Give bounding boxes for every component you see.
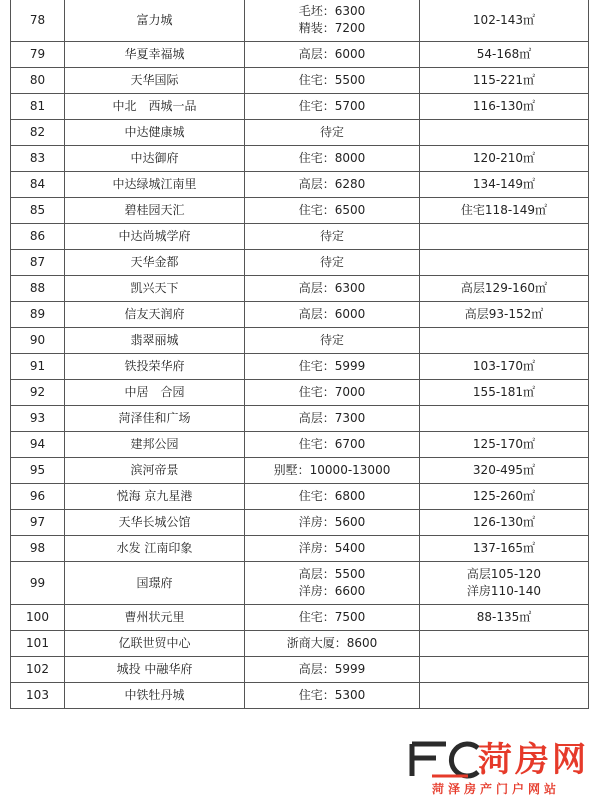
table-row bbox=[11, 328, 589, 354]
row-number: 94 bbox=[11, 432, 65, 458]
price-cell bbox=[245, 250, 420, 276]
area-line: 115-221㎡ bbox=[472, 73, 536, 87]
area-line: 102-143㎡ bbox=[472, 12, 536, 27]
price-cell bbox=[245, 354, 420, 380]
table-row bbox=[11, 302, 589, 328]
row-number: 95 bbox=[11, 458, 65, 484]
area-line: 88-135㎡ bbox=[476, 610, 532, 624]
table-row bbox=[11, 276, 589, 302]
table-row bbox=[11, 432, 589, 458]
row-number: 85 bbox=[11, 198, 65, 224]
price-cell bbox=[245, 302, 420, 328]
area-cell bbox=[420, 683, 589, 709]
price-line: 住宅：5999 bbox=[298, 359, 366, 373]
project-name: 铁投荣华府 bbox=[65, 354, 245, 380]
area-line: 54-168㎡ bbox=[476, 47, 532, 61]
property-listing-table bbox=[10, 0, 589, 709]
area-cell bbox=[420, 68, 589, 94]
project-name: 曹州状元里 bbox=[65, 605, 245, 631]
area-cell bbox=[420, 224, 589, 250]
price-cell bbox=[245, 42, 420, 68]
project-name: 凯兴天下 bbox=[65, 276, 245, 302]
table-row bbox=[11, 657, 589, 683]
area-line: 116-130㎡ bbox=[472, 99, 536, 113]
area-cell bbox=[420, 432, 589, 458]
table-row bbox=[11, 224, 589, 250]
price-cell bbox=[245, 224, 420, 250]
table-body bbox=[11, 0, 589, 709]
project-name: 天华长城公馆 bbox=[65, 510, 245, 536]
area-cell bbox=[420, 120, 589, 146]
project-name: 城投 中融华府 bbox=[65, 657, 245, 683]
table-row bbox=[11, 683, 589, 709]
price-cell bbox=[245, 562, 420, 605]
price-line: 待定 bbox=[319, 333, 344, 347]
row-number: 98 bbox=[11, 536, 65, 562]
project-name: 建邦公园 bbox=[65, 432, 245, 458]
project-name: 翡翠丽城 bbox=[65, 328, 245, 354]
table-row bbox=[11, 94, 589, 120]
project-name: 水发 江南印象 bbox=[65, 536, 245, 562]
project-name: 碧桂园天汇 bbox=[65, 198, 245, 224]
price-line: 高层：5500 bbox=[298, 567, 366, 581]
row-number: 78 bbox=[11, 0, 65, 42]
area-line: 高层93-152㎡ bbox=[464, 307, 544, 321]
table-row bbox=[11, 42, 589, 68]
price-line: 住宅：5500 bbox=[298, 73, 366, 87]
area-cell bbox=[420, 250, 589, 276]
area-line: 住宅118-149㎡ bbox=[460, 203, 548, 217]
area-cell bbox=[420, 276, 589, 302]
table-row bbox=[11, 198, 589, 224]
price-cell bbox=[245, 406, 420, 432]
price-cell bbox=[245, 536, 420, 562]
price-line: 高层：6300 bbox=[298, 281, 366, 295]
area-cell bbox=[420, 406, 589, 432]
area-line: 高层129-160㎡ bbox=[460, 281, 548, 295]
table-row bbox=[11, 120, 589, 146]
price-line: 精装：7200 bbox=[298, 21, 366, 35]
table-row bbox=[11, 631, 589, 657]
project-name: 信友天润府 bbox=[65, 302, 245, 328]
row-number: 90 bbox=[11, 328, 65, 354]
price-cell bbox=[245, 120, 420, 146]
price-line: 浙商大厦：8600 bbox=[286, 636, 378, 650]
price-cell bbox=[245, 328, 420, 354]
row-number: 96 bbox=[11, 484, 65, 510]
price-line: 洋房：5600 bbox=[298, 515, 366, 529]
price-cell bbox=[245, 458, 420, 484]
price-line: 别墅：10000-13000 bbox=[273, 463, 391, 477]
price-cell bbox=[245, 94, 420, 120]
row-number: 88 bbox=[11, 276, 65, 302]
area-cell bbox=[420, 94, 589, 120]
price-cell bbox=[245, 510, 420, 536]
area-cell bbox=[420, 328, 589, 354]
project-name: 中北 西城一品 bbox=[65, 94, 245, 120]
area-line: 126-130㎡ bbox=[472, 515, 536, 529]
project-name: 中达御府 bbox=[65, 146, 245, 172]
project-name: 悦海 京九星港 bbox=[65, 484, 245, 510]
site-watermark bbox=[398, 738, 594, 796]
area-cell bbox=[420, 510, 589, 536]
row-number: 102 bbox=[11, 657, 65, 683]
price-line: 毛坯：6300 bbox=[298, 4, 366, 18]
price-cell bbox=[245, 68, 420, 94]
area-cell bbox=[420, 631, 589, 657]
price-line: 住宅：6500 bbox=[298, 203, 366, 217]
area-line: 134-149㎡ bbox=[472, 177, 536, 191]
row-number: 80 bbox=[11, 68, 65, 94]
table-row bbox=[11, 380, 589, 406]
table-row bbox=[11, 484, 589, 510]
project-name: 华夏幸福城 bbox=[65, 42, 245, 68]
row-number: 101 bbox=[11, 631, 65, 657]
project-name: 天华国际 bbox=[65, 68, 245, 94]
area-cell bbox=[420, 536, 589, 562]
price-line: 高层：5999 bbox=[298, 662, 366, 676]
table-row bbox=[11, 0, 589, 42]
area-line: 洋房110-140 bbox=[466, 584, 542, 598]
area-cell bbox=[420, 302, 589, 328]
price-line: 高层：6000 bbox=[298, 307, 366, 321]
price-line: 待定 bbox=[319, 255, 344, 269]
price-line: 高层：7300 bbox=[298, 411, 366, 425]
price-line: 住宅：8000 bbox=[298, 151, 366, 165]
project-name: 滨河帝景 bbox=[65, 458, 245, 484]
price-cell bbox=[245, 657, 420, 683]
price-line: 住宅：6700 bbox=[298, 437, 366, 451]
area-line: 320-495㎡ bbox=[472, 463, 536, 477]
price-line: 住宅：6800 bbox=[298, 489, 366, 503]
project-name: 菏泽佳和广场 bbox=[65, 406, 245, 432]
watermark-brand: 菏房网 bbox=[478, 740, 589, 780]
area-line: 155-181㎡ bbox=[472, 385, 536, 399]
area-cell bbox=[420, 484, 589, 510]
price-cell bbox=[245, 683, 420, 709]
table-row bbox=[11, 354, 589, 380]
row-number: 100 bbox=[11, 605, 65, 631]
area-cell bbox=[420, 562, 589, 605]
price-cell bbox=[245, 146, 420, 172]
table-row bbox=[11, 146, 589, 172]
area-cell bbox=[420, 42, 589, 68]
table-row bbox=[11, 536, 589, 562]
row-number: 83 bbox=[11, 146, 65, 172]
project-name: 国璟府 bbox=[65, 562, 245, 605]
price-cell bbox=[245, 0, 420, 42]
price-line: 住宅：5300 bbox=[298, 688, 366, 702]
watermark-tagline: 菏泽房产门户网站 bbox=[431, 782, 560, 796]
price-line: 住宅：5700 bbox=[298, 99, 366, 113]
price-line: 洋房：5400 bbox=[298, 541, 366, 555]
area-cell bbox=[420, 172, 589, 198]
area-cell bbox=[420, 0, 589, 42]
area-cell bbox=[420, 657, 589, 683]
table-row bbox=[11, 250, 589, 276]
table-row bbox=[11, 605, 589, 631]
project-name: 亿联世贸中心 bbox=[65, 631, 245, 657]
project-name: 中居 合园 bbox=[65, 380, 245, 406]
area-line: 103-170㎡ bbox=[472, 359, 536, 373]
area-line: 125-260㎡ bbox=[472, 489, 536, 503]
area-cell bbox=[420, 146, 589, 172]
area-cell bbox=[420, 458, 589, 484]
price-cell bbox=[245, 484, 420, 510]
row-number: 86 bbox=[11, 224, 65, 250]
price-line: 住宅：7500 bbox=[298, 610, 366, 624]
area-cell bbox=[420, 354, 589, 380]
price-cell bbox=[245, 631, 420, 657]
project-name: 富力城 bbox=[65, 0, 245, 42]
row-number: 103 bbox=[11, 683, 65, 709]
table-row bbox=[11, 458, 589, 484]
row-number: 81 bbox=[11, 94, 65, 120]
area-line: 125-170㎡ bbox=[472, 437, 536, 451]
project-name: 中达健康城 bbox=[65, 120, 245, 146]
row-number: 99 bbox=[11, 562, 65, 605]
project-name: 天华金都 bbox=[65, 250, 245, 276]
price-cell bbox=[245, 380, 420, 406]
row-number: 82 bbox=[11, 120, 65, 146]
price-line: 洋房：6600 bbox=[298, 584, 366, 598]
project-name: 中达尚城学府 bbox=[65, 224, 245, 250]
table-row bbox=[11, 406, 589, 432]
area-line: 高层105-120 bbox=[466, 567, 542, 581]
row-number: 84 bbox=[11, 172, 65, 198]
price-cell bbox=[245, 605, 420, 631]
project-name: 中达绿城江南里 bbox=[65, 172, 245, 198]
area-line: 120-210㎡ bbox=[472, 151, 536, 165]
price-line: 待定 bbox=[319, 125, 344, 139]
row-number: 93 bbox=[11, 406, 65, 432]
table-row bbox=[11, 562, 589, 605]
fc-logo-icon bbox=[402, 738, 482, 782]
price-line: 住宅：7000 bbox=[298, 385, 366, 399]
row-number: 92 bbox=[11, 380, 65, 406]
row-number: 97 bbox=[11, 510, 65, 536]
area-cell bbox=[420, 198, 589, 224]
area-cell bbox=[420, 605, 589, 631]
row-number: 89 bbox=[11, 302, 65, 328]
price-cell bbox=[245, 198, 420, 224]
row-number: 87 bbox=[11, 250, 65, 276]
table-row bbox=[11, 172, 589, 198]
row-number: 91 bbox=[11, 354, 65, 380]
price-cell bbox=[245, 276, 420, 302]
row-number: 79 bbox=[11, 42, 65, 68]
price-line: 待定 bbox=[319, 229, 344, 243]
price-cell bbox=[245, 172, 420, 198]
project-name: 中铁牡丹城 bbox=[65, 683, 245, 709]
price-line: 高层：6000 bbox=[298, 47, 366, 61]
area-line: 137-165㎡ bbox=[472, 541, 536, 555]
price-cell bbox=[245, 432, 420, 458]
table-row bbox=[11, 68, 589, 94]
table-row bbox=[11, 510, 589, 536]
price-line: 高层：6280 bbox=[298, 177, 366, 191]
area-cell bbox=[420, 380, 589, 406]
